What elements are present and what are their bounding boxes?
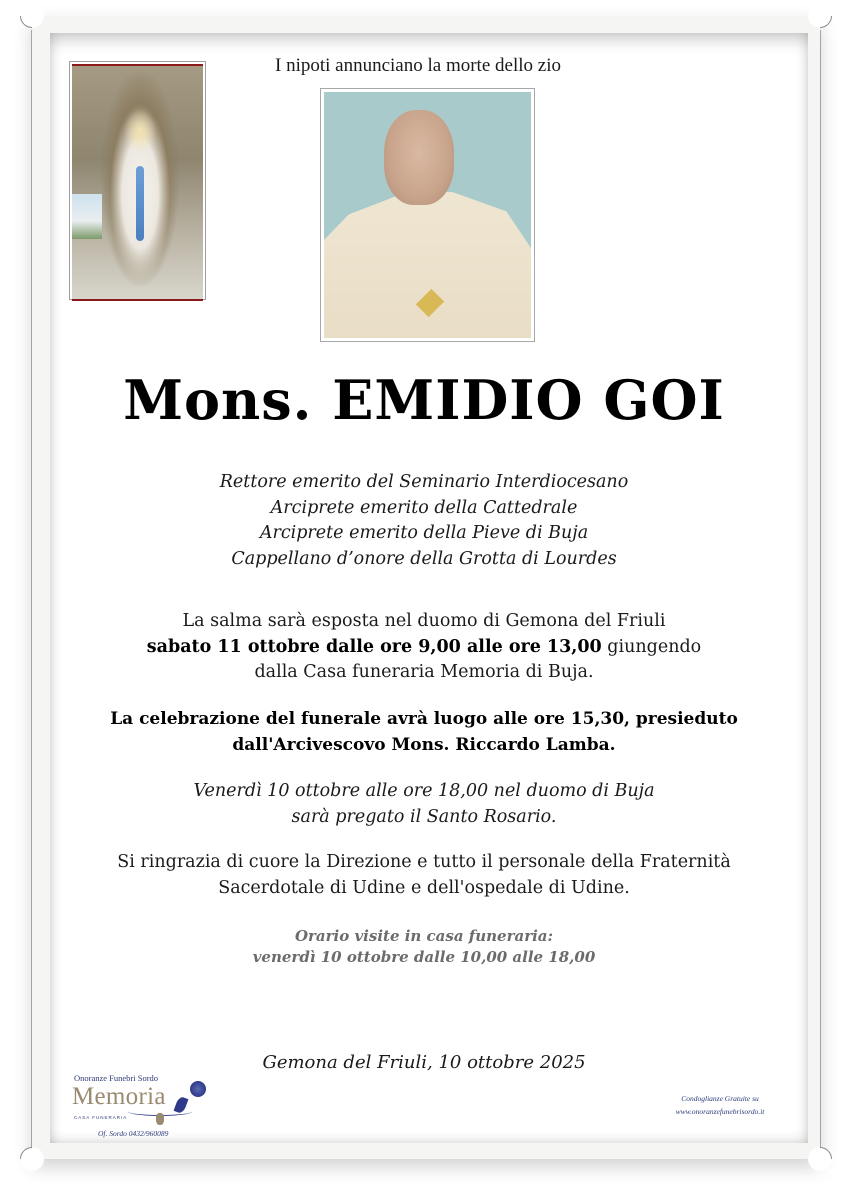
funeral-line-1: La celebrazione del funerale avrà luogo alle ore 15,30, presieduto: [110, 709, 738, 729]
rosary-line-1: Venerdì 10 ottobre alle ore 18,00 nel duomo di Buja: [193, 781, 655, 801]
credits-website-link[interactable]: www.onoranzefunebrisordo.it: [675, 1107, 765, 1116]
visiting-hours: [0, 926, 848, 968]
logo-rose-icon: [190, 1081, 206, 1097]
funeral-paragraph: [0, 707, 848, 758]
madonna-image: [69, 61, 206, 300]
madonna-lourdes-picture: [72, 64, 203, 301]
funeral-home-logo: [72, 1073, 212, 1145]
announcement-text: I nipoti annunciano la morte dello zio: [275, 55, 561, 76]
title-line: Rettore emerito del Seminario Interdiocesano: [219, 472, 629, 492]
credits-line-1: Condoglianze Gratuite su: [681, 1094, 759, 1103]
rosary-paragraph: [0, 779, 848, 830]
condolences-credits: [650, 1092, 790, 1118]
viewing-line-2-rest: giungendo: [601, 636, 702, 657]
title-line: Cappellano d’onore della Grotta di Lourdes: [231, 549, 617, 570]
logo-grape-icon: [156, 1113, 164, 1125]
viewing-paragraph: [0, 609, 848, 686]
viewing-line-2: [0, 635, 848, 661]
logo-subtitle: CASA FUNERARIA: [74, 1115, 128, 1120]
thanks-paragraph: [0, 850, 848, 901]
place-date: [0, 1050, 848, 1075]
logo-phone: Of. Sordo 0432/960089: [98, 1129, 169, 1138]
viewing-date-bold: sabato 11 ottobre dalle ore 9,00 alle ore 13,00: [146, 636, 602, 657]
funeral-line-2: dall'Arcivescovo Mons. Riccardo Lamba.: [232, 734, 616, 755]
rosary-line-2: sarà pregato il Santo Rosario.: [291, 806, 557, 827]
title-line: Arciprete emerito della Cattedrale: [270, 497, 578, 518]
portrait-photo: [320, 88, 535, 342]
titles-block: [0, 470, 848, 573]
place-date-text: Gemona del Friuli, 10 ottobre 2025: [262, 1052, 586, 1073]
visiting-hours-line-2: venerdì 10 ottobre dalle 10,00 alle 18,00: [252, 948, 596, 966]
viewing-line-3: dalla Casa funeraria Memoria di Buja.: [254, 662, 594, 683]
visiting-hours-line-1: Orario visite in casa funeraria:: [294, 927, 554, 945]
logo-brand: Memoria: [72, 1083, 166, 1110]
portrait-picture: [324, 92, 531, 338]
deceased-name: Mons. EMIDIO GOI: [123, 368, 725, 432]
title-line: Arciprete emerito della Pieve di Buja: [259, 523, 589, 544]
head-shape: [384, 110, 454, 205]
thanks-line-2: Sacerdotale di Udine e dell'ospedale di Udine.: [218, 877, 630, 898]
viewing-line-1: La salma sarà esposta nel duomo di Gemona del Friuli: [182, 611, 666, 631]
logo-top-text: Onoranze Funebri Sordo: [74, 1073, 159, 1083]
thanks-line-1: Si ringrazia di cuore la Direzione e tutto il personale della Fraternità: [117, 852, 731, 872]
